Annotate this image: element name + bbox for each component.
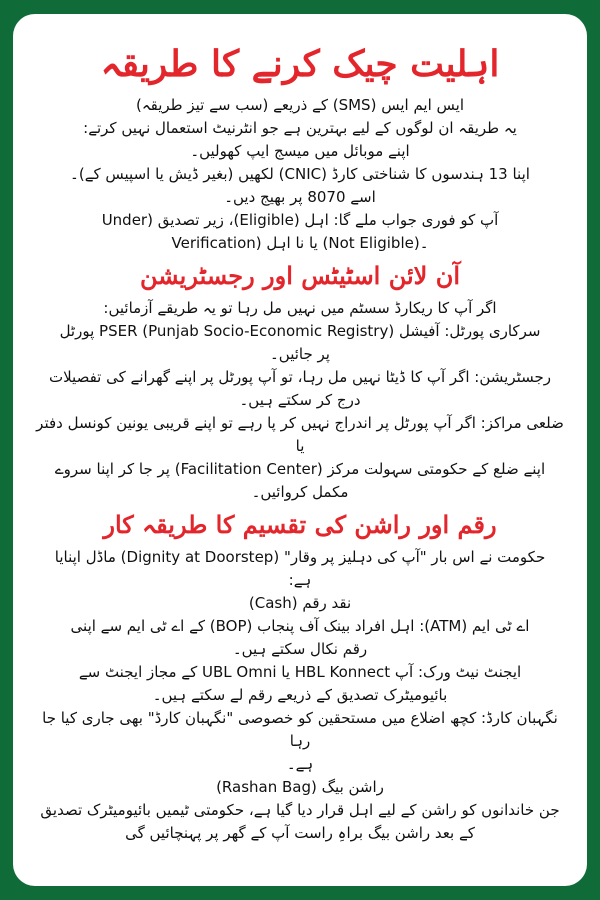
text-line: اپنے موبائل میں میسج ایپ کھولیں۔ [190, 142, 410, 160]
text-line: مکمل کروائیں۔ [251, 483, 349, 501]
text-line: رقم نکال سکتے ہیں۔ [232, 640, 368, 658]
text-line: ہے: [288, 571, 312, 589]
text-line: بائیومیٹرک تصدیق کے ذریعے رقم لے سکتے ہیں۔ [152, 686, 448, 704]
info-card [13, 14, 587, 886]
text-line: یہ طریقہ ان لوگوں کے لیے بہترین ہے جو انٹرنیٹ استعمال نہیں کرتے: [83, 119, 517, 137]
text-line: راشن بیگ (Rashan Bag) [216, 778, 384, 796]
text-line: جن خاندانوں کو راشن کے لیے اہل قرار دیا گیا ہے، حکومتی ٹیمیں بائیومیٹرک تصدیق [40, 801, 560, 819]
text-line: آپ کو فوری جواب ملے گا: اہل (Eligible)، زیر تصدیق (Under [101, 211, 499, 229]
text-line: کے بعد راشن بیگ براہِ راست آپ کے گھر پر پہنچائیں گی [125, 824, 475, 842]
text-line: نقد رقم (Cash) [248, 594, 352, 612]
text-line: اسے 8070 پر بھیج دیں۔ [224, 188, 376, 206]
text-line: حکومت نے اس بار "آپ کی دہلیز پر وقار" (Dignity at Doorstep) ماڈل اپنایا [54, 548, 546, 566]
page-title: اہلیت چیک کرنے کا طریقہ [100, 43, 500, 85]
text-line: اپنے ضلع کے حکومتی سہولت مرکز (Facilitation Center) پر جا کر اپنا سروے [54, 460, 546, 478]
text-line: سرکاری پورٹل: آفیشل PSER (Punjab Socio-Economic Registry) پورٹل [59, 322, 541, 340]
text-line: پر جائیں۔ [270, 345, 330, 363]
sms-section [33, 94, 567, 255]
online-section [33, 297, 567, 504]
text-line: ہے۔ [286, 755, 314, 773]
text-line: اپنا 13 ہندسوں کا شناختی کارڈ (CNIC) لکھیں (بغیر ڈیش یا اسپیس کے)۔ [70, 165, 530, 183]
section-heading-distribution: رقم اور راشن کی تقسیم کا طریقہ کار [103, 510, 497, 539]
text-line: ایس ایم ایس (SMS) کے ذریعے (سب سے تیز طریقہ) [135, 96, 465, 114]
text-line: نگہبان کارڈ: کچھ اضلاع میں مستحقین کو خصوصی "نگہبان کارڈ" بھی جاری کیا جا رہا [42, 709, 558, 750]
text-line: درج کر سکتے ہیں۔ [239, 391, 361, 409]
text-line: ایجنٹ نیٹ ورک: آپ HBL Konnect یا UBL Omni کے مجاز ایجنٹ سے [78, 663, 522, 681]
distribution-section [33, 546, 567, 845]
text-line: اگر آپ کا ریکارڈ سسٹم میں نہیں مل رہا تو یہ طریقے آزمائیں: [103, 299, 497, 317]
text-line: اے ٹی ایم (ATM): اہل افراد بینک آف پنجاب (BOP) کے اے ٹی ایم سے اپنی [70, 617, 530, 635]
text-line: رجسٹریشن: اگر آپ کا ڈیٹا نہیں مل رہا، تو آپ پورٹل پر اپنے گھرانے کی تفصیلات [48, 368, 552, 386]
section-heading-online: آن لائن اسٹیٹس اور رجسٹریشن [140, 261, 460, 290]
text-line: Verification) یا نا اہل (Not Eligible)۔ [171, 234, 429, 252]
text-line: ضلعی مراکز: اگر آپ پورٹل پر اندراج نہیں کر پا رہے تو اپنے قریبی یونین کونسل دفتر یا [36, 414, 564, 455]
